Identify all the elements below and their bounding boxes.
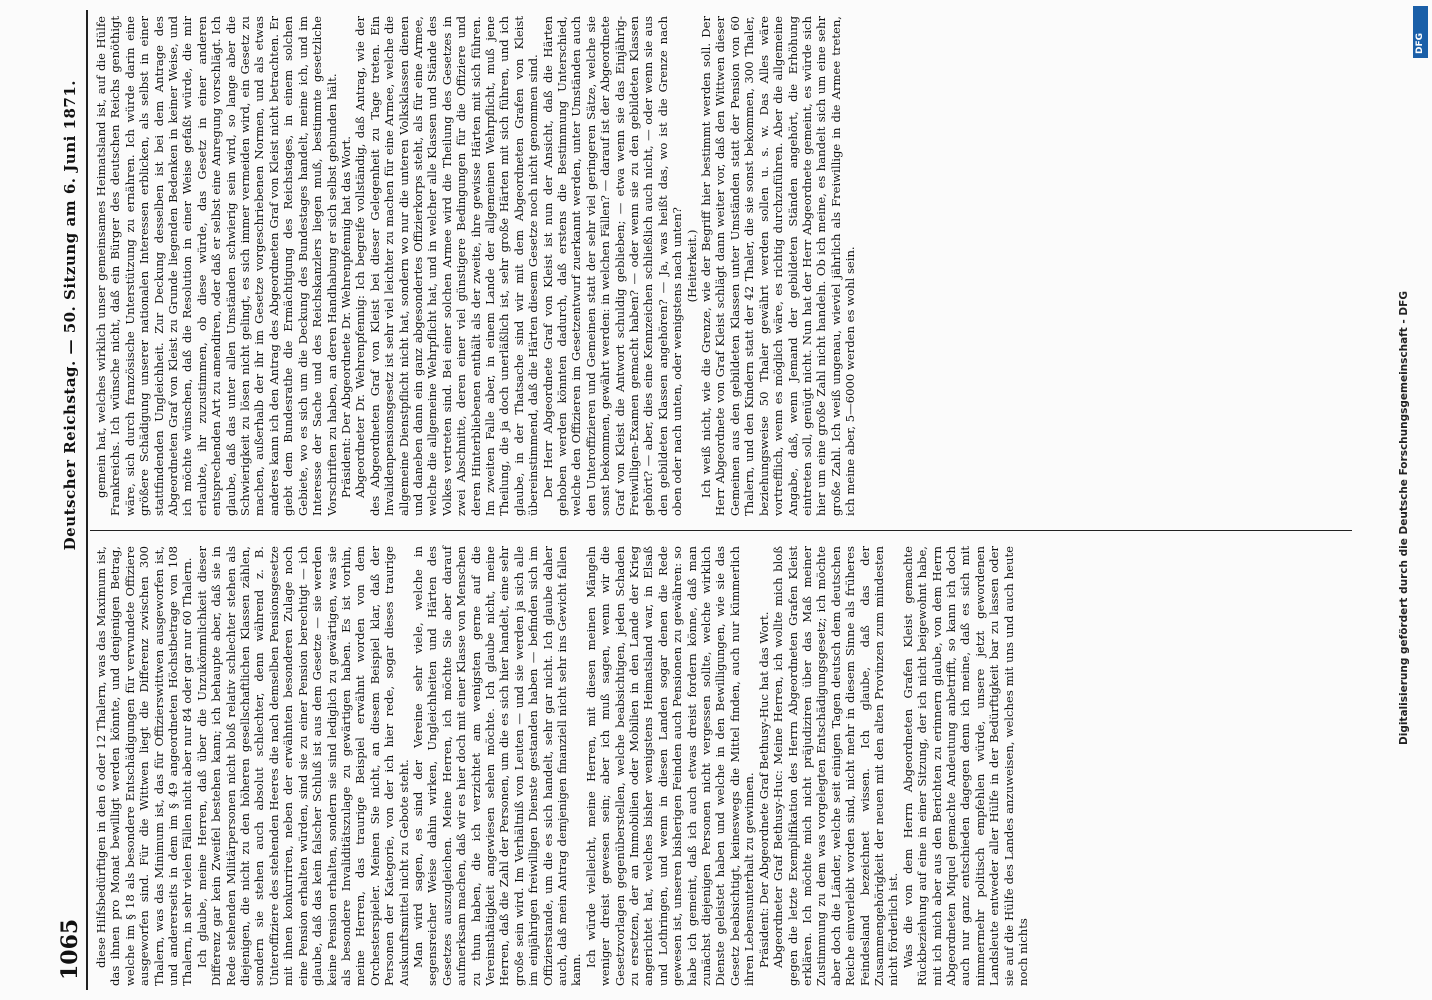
upper-text bbox=[90, 12, 862, 520]
speaker-line: Präsident: Der Abgeordnete Graf Bethusy-Huc hat das Wort. bbox=[756, 611, 771, 968]
lower-rotator bbox=[90, 540, 1352, 990]
dfg-logo: DFG bbox=[1413, 6, 1428, 58]
header-strip bbox=[52, 10, 84, 990]
lower-half bbox=[90, 540, 1352, 990]
paragraph: Der Herr Abgeordnete Graf von Kleist ist nun der Ansicht, daß die Härten gehoben werden könnten dadurch, daß erstens die Bestimmung Unterschied, welche den Offizieren im Gesetzentwurf zuerkannt werden, unter Umständen auch den Unteroffizieren und Gemeinen statt der sehr viel geringeren Sätze, welche sie sonst bekommen, gewährt werden: in welchen Fällen? — darauf ist der Abgeordnete Graf von Kleist die Antwort schuldig geblieben; — etwa wenn sie das Einjährig-Freiwilligen-Examen gemacht haben? — oder wenn sie zu den gebildeten Klassen gehört? — aber, dies eine Kennzeichen schließlich auch nicht, — oder wenn sie aus den gebildeten Klassen angehören? — Ja, was heißt das, wo ist die Grenze nach oben oder nach unten, oder wenigstens nach unten? bbox=[540, 16, 685, 516]
upper-half bbox=[90, 10, 1352, 520]
paragraph: diese Hilfsbedürftigen in den 6 oder 12 Thalern, was das Maximum ist, das ihnen pro Monat bewilligt werden könnte, und denjenigen Betrag, welche im § 18 als besondere Entschädigungen für verwundete Offiziere ausgeworfen sind. Für die Wittwen liegt die Differenz zwischen 300 Thalern, was das Minimum ist, das für Offizierswittwen ausgeworfen ist, und andererseits in dem im § 49 angeordneten Höchstbetrage von 108 Thalern, in sehr vielen Fällen nicht aber nur 84 oder gar nur 60 Thalern. bbox=[94, 546, 195, 986]
digitization-credit: Digitalisierung gefördert durch die Deutsche Forschungsgemeinschaft - DFG bbox=[1398, 291, 1410, 745]
upper-rotator bbox=[90, 10, 1352, 520]
paragraph: Was die von dem Herrn Abgeordneten Grafen Kleist gemachte Rückbeziehung auf eine in einer Sitzung, der ich nicht beigewohnt habe, mit ich mich aber aus den Berichten zu erinnern glaube, von dem Herrn Abgeordneten Miquel gemachte Andeutung anbetrifft, so kann ich doch auch nur ganz entschieden dagegen denn ich meine, daß es sich mit nimmermehr politisch empfehlen würde, unsere jetzt gewordenen Landsleute entweder aller Hülfe in der Bedürftigkeit bar zu lassen oder sie auf die Hülfe des Landes anzuweisen, welches mit uns und auch heute noch nichts bbox=[900, 546, 1030, 986]
header-rotator bbox=[56, 10, 84, 990]
paragraph: gemein hat, welches wirklich unser gemeinsames Heimatsland ist, auf die Hülfe Frankreichs. Ich wünsche nicht, daß ein Bürger des deutschen Reichs genöthigt wäre, sich durch französische Unterstützung zu ernähren. Ich würde darin eine größere Schädigung unserer nationalen Interessen erblicken, als selbst in einer stattfindenden Ungleichheit. Zur Deckung desselben ist bei dem Antrage des Abgeordneten Graf von Kleist zu Grunde liegenden Bedenken in keiner Weise, und ich möchte wünschen, daß die Resolution in einer Weise gefaßt würde, die mir erlaubte, ihr zuzustimmen, ob diese würde, das Gesetz in einer anderen entsprechenden Art zu amendiren, oder daß er selbst eine Anregung vorschlägt. Ich glaube, daß das unter allen Umständen schwierig sein wird, so lange aber die Schwierigkeit zu lösen nicht gelingt, es sich immer vermeiden wird, ein Gesetz zu machen, außerhalb der ihr im Gesetze vorgeschriebenen Normen, und als etwas anderes kann ich den Antrag des Abgeordneten Graf von Kleist nicht betrachten. Er giebt dem Bundesrathe die Ermächtigung des Reichstages, in einem solchen Gebiete, wo es sich um die Deckung des Bundestages handelt, meine ich, und im Interesse der Sache und des Reichskanzlers liegen muß, bestimmte gesetzliche Vorschriften zu haben, an deren Handhabung er sich selbst gebunden hält. bbox=[94, 16, 339, 516]
paragraph: Ich weiß nicht, wie die Grenze, wie der Begriff hier bestimmt werden soll. Der Herr Abgeordnete von Graf Kleist schlägt dann weiter vor, daß den Wittwen dieser Gemeinen aus den gebildeten Klassen unter Umständen statt der Pension von 60 Thalern, und den Kindern statt der 42 Thaler, die sie sonst bekommen, 300 Thaler, beziehungsweise 50 Thaler gewährt werden sollen u. s. w. Das Alles wäre vortrefflich, wenn es möglich wäre, es richtig durchzuführen. Aber die allgemeine Angabe, daß, wenn Jemand der gebildeten Ständen angehört, die Erhöhung eintreten soll, genügt nicht. Nun hat der Herr Abgeordnete gemeint, es würde sich hier um eine große Zahl nicht handeln. Ob ich meine, es handelt sich um eine sehr große Zahl. Ich weiß ungenau, wieviel jährlich als Freiwillige in die Armee treten, ich meine aber, 5—6000 werden es wohl sein. bbox=[699, 16, 858, 516]
lower-text bbox=[90, 542, 1034, 990]
page-number-label: 1065 bbox=[57, 918, 83, 980]
center-divider bbox=[90, 530, 1352, 531]
speaker-line: Präsident: Der Abgeordnete Dr. Wehrenpfennig hat das Wort. bbox=[338, 136, 353, 498]
paragraph: Man wird sagen, es sind der Vereine sehr viele, welche in segensreicher Weise dahin wirken, Ungleichheiten und Härten des Gesetzes auszugleichen. Meine Herren, ich möchte Sie aber darauf aufmerksam machen, daß wir es hier doch mit einer Klasse von Menschen zu thun haben, die ich verzichtet am wenigsten gerne auf die Vereinsthätigkeit angewiesen sehen möchte. Ich glaube nicht, meine Herren, daß die Zahl der Personen, um die es sich hier handelt, eine sehr große sein wird. Im Verhältniß von Leuten — und sie werden ja sich alle im einjährigen freiwilligen Dienste gestanden haben — befinden sich im Offizierstande, um die es sich handelt, sehr gar nicht. Ich glaube daher auch, daß mein Antrag demjenigen finanziell nicht sehr ins Gewicht fallen kann. bbox=[410, 546, 584, 986]
header-underline bbox=[86, 10, 88, 990]
paragraph: Abgeordneter Graf Bethusy-Huc: Meine Herren, ich wollte mich bloß gegen die letzte Exemplifikation des Herrn Abgeordneten Grafen Kleist erklären. Ich möchte mich nicht präjudiziren über das Maß meiner Zustimmung zu dem was vorgelegten Entschädigungsgesetz; ich möchte aber doch die Länder, welche seit einigen Tagen deutsch dem deutschen Reiche einverleibt worden sind, nicht mehr in diesem Sinne als früheres Feindesland bezeichnet wissen. Ich glaube, daß das der Zusammengehörigkeit der neuen mit den alten Provinzen zum mindesten nicht förderlich ist. bbox=[771, 546, 901, 986]
laughter-note: (Heiterkeit.) bbox=[684, 229, 699, 303]
paragraph: Abgeordneter Dr. Wehrenpfennig: Ich begreife vollständig, daß Antrag, wie der des Abgeordneten Graf von Kleist bei dieser Gelegenheit zu Tage treten. Ein Invalidenpensionsgesetz ist sehr viel leichter zu machen für eine Armee, welche die allgemeine Dienstpflicht nicht hat, sondern wo nur die unteren Volksklassen dienen und daneben dann ein ganz abgesondertes Offizierkorps steht, als für eine Armee, welche die allgemeine Wehrpflicht hat, und in welcher alle Klassen und Stände des Volkes vertreten sind. Bei einer solchen Armee wird die Theilung des Gesetzes in zwei Abschnitte, deren einer viel günstigere Bedingungen für die Offiziere und deren Hinterbliebenen enthält als der zweite, ihre gewisse Härten mit sich führen. Im zweiten Falle aber, in einem Lande der allgemeinen Wehrpflicht, muß jene Theilung, die ja doch unerläßlich ist, sehr große Härten mit sich führen, und ich glaube, in der Thatsache sind wir mit dem Abgeordneten Grafen von Kleist übereinstimmend, daß die Härten diesem Gesetze noch nicht genommen sind. bbox=[353, 16, 541, 516]
paragraph: Ich würde vielleicht, meine Herren, mit diesen meinen Mängeln weniger dreist gewesen sein; aber ich muß sagen, wenn wir die Gesetzvorlagen gegenüberstellen, welche beabsichtigen, jeden Schaden zu ersetzen, der an Immobilien oder Mobilien in den Lande der Krieg angerichtet hat, welches bisher wenigstens Heimatsland war, in Elsaß und Lothringen, und wenn in diesen Landen sogar denen die Rede gewesen ist, unseren bisherigen Feinden auch Pensionen zu gewähren: so habe ich gemeint, daß ich auch etwas dreist fordern könne, daß man zunächst diejenigen Personen nicht vergessen sollte, welche wirklich Dienste geleistet haben und welche in den Bewilligungen, wie sie das Gesetz beabsichtigt, keineswegs die Mittel finden, auch nur kümmerlich ihren Lebensunterhalt zu gewinnen. bbox=[583, 546, 757, 986]
paragraph: Ich glaube, meine Herren, daß über die Unzukömmlichkeit dieser Differenz gar kein Zweifel bestehen kann; ich behaupte aber, daß sie in Rede stehenden Militärpersonen nicht bloß relativ schlechter stehen als diejenigen, die nicht zu den höheren gesellschaftlichen Klassen zählen, sondern sie stehen auch absolut schlechter, denn während z. B. Unteroffiziere des stehenden Heeres die nach demselben Pensionsgesetze mit ihnen konkurriren, neben der erwähnten besonderen Zulage noch eine Pension erhalten würden, sind sie zu einer Pension berechtigt — ich glaube, daß das kein falscher Schluß ist aus dem Gesetze — sie werden keine Pension erhalten, sondern sie sind lediglich zu gewärtigen, was sie als besondere Invaliditätszulage zu gewärtigen haben. Es ist vorhin, meine Herren, das traurige Beispiel erwähnt worden von dem Orchesterspieler. Meinen Sie nicht, an diesem Beispiel klar, daß der Personen der Kategorie, von der ich hier rede, sogar dieses traurige Auskunftsmittel nicht zu Gebote steht. bbox=[194, 546, 411, 986]
header-title-label: Deutscher Reichstag. — 50. Sitzung am 6. Juni 1871. bbox=[61, 80, 79, 551]
